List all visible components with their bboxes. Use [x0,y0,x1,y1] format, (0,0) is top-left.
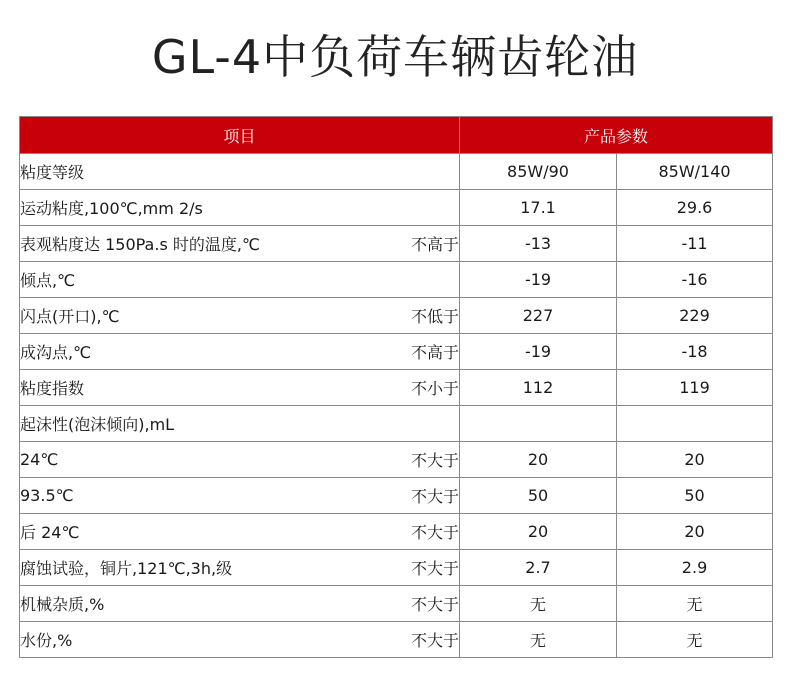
row-value-2: 无 [617,586,773,622]
row-label: 24℃ [20,442,380,478]
row-value-2 [617,406,773,442]
row-value-2: 29.6 [617,190,773,226]
header-item: 项目 [20,117,460,154]
row-value-1: 2.7 [460,550,617,586]
row-condition: 不大于 [380,622,460,658]
row-label: 93.5℃ [20,478,380,514]
row-value-1: 50 [460,478,617,514]
row-label: 水份,% [20,622,380,658]
table-row [20,442,773,478]
table-row [20,622,773,658]
row-value-2: 20 [617,442,773,478]
row-condition: 不小于 [380,370,460,406]
row-value-1: 无 [460,622,617,658]
row-condition: 不高于 [380,334,460,370]
table-row [20,190,773,226]
row-value-1: 无 [460,586,617,622]
row-value-1: 112 [460,370,617,406]
row-label: 粘度指数 [20,370,380,406]
row-value-1: 17.1 [460,190,617,226]
row-value-1: -13 [460,226,617,262]
row-condition: 不大于 [380,586,460,622]
table-row [20,514,773,550]
table-row [20,586,773,622]
row-condition: 不高于 [380,226,460,262]
row-condition: 不大于 [380,478,460,514]
table-row [20,154,773,190]
row-label: 后 24℃ [20,514,380,550]
spec-table [19,116,773,658]
row-condition [380,406,460,442]
row-label: 运动粘度,100℃,mm 2/s [20,190,380,226]
row-value-2: -16 [617,262,773,298]
row-condition: 不大于 [380,442,460,478]
table-row [20,406,773,442]
row-value-2: -11 [617,226,773,262]
table-row [20,334,773,370]
page-title: GL-4中负荷车辆齿轮油 [151,30,639,84]
header-params: 产品参数 [460,117,773,154]
row-condition: 不低于 [380,298,460,334]
table-header-row [20,117,773,154]
row-condition: 不大于 [380,514,460,550]
row-value-1 [460,406,617,442]
row-value-2: 2.9 [617,550,773,586]
row-label: 表观粘度达 150Pa.s 时的温度,℃ [20,226,380,262]
row-label: 成沟点,℃ [20,334,380,370]
row-condition [380,190,460,226]
table-row [20,262,773,298]
row-label: 闪点(开口),℃ [20,298,380,334]
row-value-2: 20 [617,514,773,550]
row-value-2: 85W/140 [617,154,773,190]
row-value-2: 无 [617,622,773,658]
row-value-2: 119 [617,370,773,406]
row-condition [380,262,460,298]
table-row [20,550,773,586]
table-row [20,370,773,406]
row-value-2: 50 [617,478,773,514]
table-row [20,478,773,514]
row-value-1: 227 [460,298,617,334]
row-label: 起沫性(泡沫倾向),mL [20,406,380,442]
table-row [20,226,773,262]
row-label: 倾点,℃ [20,262,380,298]
row-value-1: 85W/90 [460,154,617,190]
row-condition: 不大于 [380,550,460,586]
row-value-2: -18 [617,334,773,370]
row-value-2: 229 [617,298,773,334]
row-condition [380,154,460,190]
row-value-1: -19 [460,262,617,298]
table-row [20,298,773,334]
row-value-1: 20 [460,514,617,550]
row-label: 腐蚀试验，铜片,121℃,3h,级 [20,550,380,586]
row-value-1: -19 [460,334,617,370]
row-label: 机械杂质,% [20,586,380,622]
row-value-1: 20 [460,442,617,478]
row-label: 粘度等级 [20,154,380,190]
